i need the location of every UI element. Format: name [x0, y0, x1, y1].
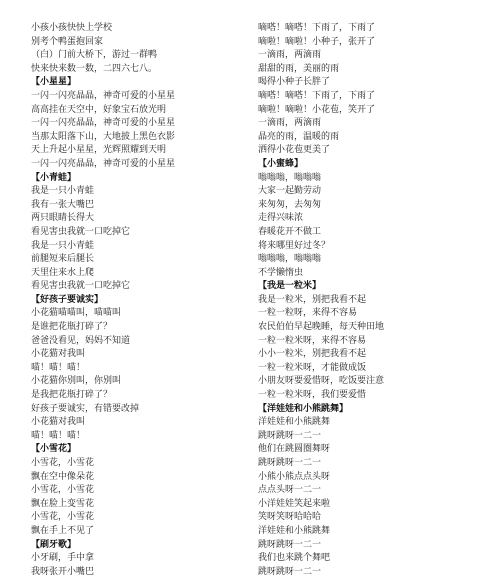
lyric-line: 前腿短来后腿长 [31, 254, 95, 265]
lyric-line: 看见害虫我就一口吃掉它 [31, 281, 131, 292]
lyric-line: 小花猫对我叫 [31, 349, 86, 360]
song-title: 【小星星】 [31, 77, 77, 88]
lyric-line: 跳呀跳呀一二一 [258, 458, 322, 468]
lyric-line: 跳呀跳呀一二一 [258, 566, 322, 577]
lyric-line: 一闪一闪亮晶晶，神奇可爱的小星星 [31, 158, 176, 169]
lyric-line: 晶亮的雨，温暖的雨 [258, 131, 340, 142]
lyric-line: 农民伯伯早起晚睡，每天种田地 [258, 322, 385, 333]
lyric-line: 跳呀跳呀一二一 [258, 539, 322, 550]
lyric-line: 当那太阳落下山，大地披上黑色衣影 [31, 131, 176, 142]
lyric-line: 飘在空中像朵花 [31, 471, 95, 482]
lyric-line: 飘在脸上变雪花 [31, 498, 95, 509]
lyric-line: 洒得小花苞更美了 [258, 145, 331, 156]
lyric-line: 洋娃娃和小熊跳舞 [258, 417, 331, 428]
lyric-line: 一闪一闪亮晶晶，神奇可爱的小星星 [31, 90, 176, 101]
lyric-line: 小雪花，小雪花 [31, 458, 95, 468]
lyric-line: 走得兴味浓 [258, 213, 304, 224]
lyric-line: 来匆匆，去匆匆 [258, 199, 322, 210]
lyric-line: 一粒一粒米呀，我们要爱惜 [258, 390, 367, 401]
lyric-line: 快来快来数一数，二四六七八。 [31, 63, 158, 74]
lyric-line: 我们也来跳个舞吧 [258, 553, 331, 564]
lyric-line: 他们在跳圆圈舞呀 [258, 444, 331, 455]
lyric-line: 甜甜的雨，美丽的雨 [258, 63, 340, 74]
right-column [258, 22, 493, 579]
lyric-line: 别考个鸭蛋抱回家 [31, 36, 104, 47]
lyric-line: 大家一起勤劳动 [258, 186, 322, 197]
lyric-line: 将来哪里好过冬？ [258, 240, 331, 251]
lyric-line: 小雪花，小雪花 [31, 485, 95, 496]
lyric-line: 小熊小熊点点头呀 [258, 471, 331, 482]
lyric-line: 我呀张开小嘴巴 [31, 566, 95, 577]
lyric-line: 嗡嗡嗡，嗡嗡嗡 [258, 254, 322, 265]
lyric-line: 我是一只小青蛙 [31, 186, 95, 197]
lyric-line: 一闪一闪亮晶晶，神奇可爱的小星星 [31, 118, 176, 129]
lyric-line: 嘀嗒！嘀嗒！下雨了，下雨了 [258, 23, 376, 33]
song-title: 【洋娃娃和小熊跳舞】 [258, 403, 349, 414]
song-title: 【刷牙歌】 [31, 539, 77, 550]
lyric-line: 小花猫对我叫 [31, 417, 86, 428]
song-title: 【好孩子要诚实】 [31, 294, 104, 305]
lyric-line: 喝得小种子长胖了 [258, 77, 331, 88]
lyric-line: 天里住来水上爬 [31, 267, 95, 278]
lyric-line: 小孩小孩快快上学校 [31, 23, 113, 33]
lyric-line: （白）门前大桥下，游过一群鸭 [31, 50, 158, 61]
left-column [31, 22, 241, 579]
lyric-line: 高高挂在天空中，好象宝石放光明 [31, 104, 167, 115]
lyric-line: 是我把花瓶打碎了？ [31, 390, 113, 401]
lyric-line: 我是一只小青蛙 [31, 240, 95, 251]
lyric-line: 看见害虫我就一口吃掉它 [31, 226, 131, 237]
lyric-line: 跳呀跳呀一二一 [258, 430, 322, 441]
lyric-line: 我有一张大嘴巴 [31, 199, 95, 210]
lyric-line: 是谁把花瓶打碎了？ [31, 322, 113, 333]
lyric-line: 一粒一粒米呀，来得不容易 [258, 335, 367, 346]
lyric-line: 嘀啦！嘀啦！小花苞，笑开了 [258, 104, 376, 115]
lyric-line: 我是一粒米，别把我看不起 [258, 294, 367, 305]
lyric-line: 嘀啦！嘀啦！小种子，张开了 [258, 36, 376, 47]
lyric-line: 小雪花，小雪花 [31, 512, 95, 523]
lyric-line: 一粒一粒米呀，才能做成饭 [258, 362, 367, 373]
lyric-line: 小牙刷，手中拿 [31, 553, 95, 564]
lyric-line: 不学懒惰虫 [258, 267, 304, 278]
lyric-line: 笑呀笑呀哈哈哈 [258, 512, 322, 523]
lyric-line: 飘在手上不见了 [31, 525, 95, 536]
lyric-line: 好孩子要诚实，有错要改掉 [31, 403, 140, 414]
lyric-line: 两只眼睛长得大 [31, 213, 95, 224]
lyric-line: 小洋娃娃笑起来啦 [258, 498, 331, 509]
song-title: 【小蜜蜂】 [258, 158, 304, 169]
lyric-line: 天上升起小星星，光辉照耀到天明 [31, 145, 167, 156]
lyric-line: 一滴雨，两滴雨 [258, 118, 322, 129]
lyric-line: 小朋友呀要爱惜呀，吃饭要注意 [258, 376, 385, 387]
lyric-line: 小小一粒米，别把我看不起 [258, 349, 367, 360]
lyric-line: 小花猫你别叫，你别叫 [31, 376, 122, 387]
song-title: 【小雪花】 [31, 444, 77, 455]
song-title: 【我是一粒米】 [258, 281, 322, 292]
lyric-line: 一粒一粒呀，来得不容易 [258, 308, 358, 319]
lyric-line: 小花猫喵喵叫，喵喵叫 [31, 308, 122, 319]
lyric-line: 爸爸没看见，妈妈不知道 [31, 335, 131, 346]
lyric-line: 洋娃娃和小熊跳舞 [258, 525, 331, 536]
lyric-line: 嗡嗡嗡，嗡嗡嗡 [258, 172, 322, 183]
lyric-line: 喵！喵！喵！ [31, 430, 86, 441]
lyric-line: 春暖花开不做工 [258, 226, 322, 237]
lyric-line: 点点头呀一二一 [258, 485, 322, 496]
lyric-line: 喵！喵！喵！ [31, 362, 86, 373]
lyric-line: 嘀嗒！嘀嗒！下雨了，下雨了 [258, 90, 376, 101]
song-title: 【小青蛙】 [31, 172, 77, 183]
lyric-line: 一滴雨，两滴雨 [258, 50, 322, 61]
